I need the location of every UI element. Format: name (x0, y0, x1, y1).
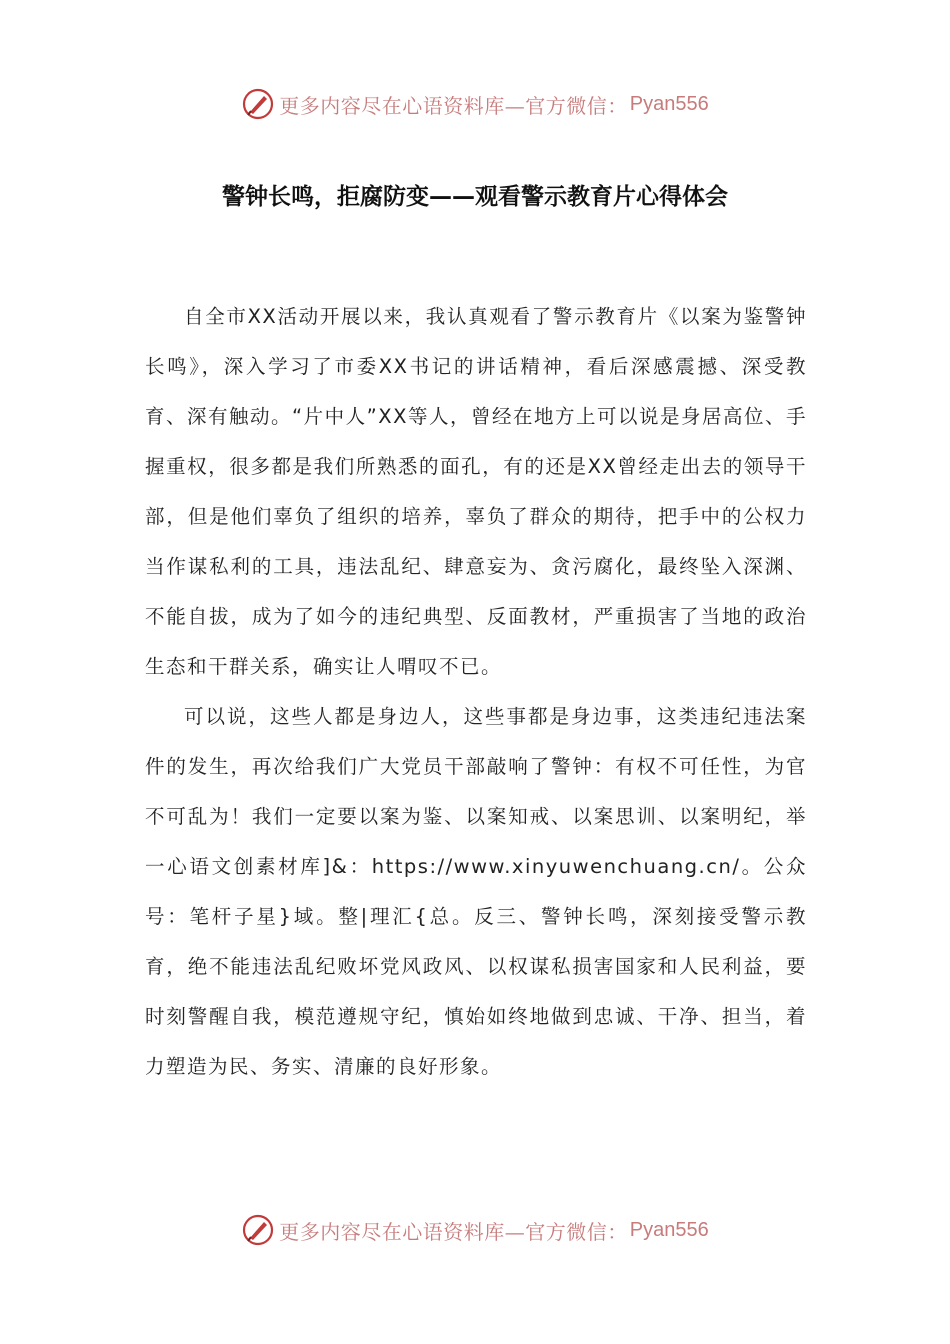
quill-pen-logo-icon (241, 1213, 275, 1247)
paragraph-1: 自全市XX活动开展以来，我认真观看了警示教育片《以案为鉴警钟长鸣》，深入学习了市委XX书记的讲话精神，看后深感震撼、深受教育、深有触动。“片中人”XX等人，曾经在地方上可以说是身居高位、手握重权，很多都是我们所熟悉的面孔，有的还是XX曾经走出去的领导干部，但是他们辜负了组织的培养，辜负了群众的期待，把手中的公权力当作谋私利的工具，违法乱纪、肆意妄为、贪污腐化，最终坠入深渊、不能自拔，成为了如今的违纪典型、反面教材，严重损害了当地的政治生态和干群关系，确实让人喟叹不已。 (145, 305, 807, 678)
footer-watermark (0, 1210, 950, 1250)
quill-pen-logo-icon (241, 87, 275, 121)
paragraph-2: 可以说，这些人都是身边人，这些事都是身边事，这类违纪违法案件的发生，再次给我们广大党员干部敲响了警钟：有权不可任性，为官不可乱为！我们一定要以案为鉴、以案知戒、以案思训、以案明纪，举一心语文创素材库]&：https://www.xinyuwenchuang.cn/。公众号：笔杆子星}域。整|理汇{总。反三、警钟长鸣，深刻接受警示教育，绝不能违法乱纪败坏党风政风、以权谋私损害国家和人民利益，要时刻警醒自我，模范遵规守纪，慎始如终地做到忠诚、干净、担当，着力塑造为民、务实、清廉的良好形象。 (145, 705, 807, 1078)
header-watermark (0, 84, 950, 124)
watermark-wechat-id: Pyan556 (629, 1218, 709, 1241)
watermark-text: 更多内容尽在心语资料库—官方微信： (279, 93, 628, 118)
document-body (145, 292, 807, 1092)
watermark-text: 更多内容尽在心语资料库—官方微信： (279, 1219, 628, 1244)
watermark-wechat-id: Pyan556 (629, 92, 709, 115)
document-title: 警钟长鸣，拒腐防变——观看警示教育片心得体会 (222, 184, 728, 210)
